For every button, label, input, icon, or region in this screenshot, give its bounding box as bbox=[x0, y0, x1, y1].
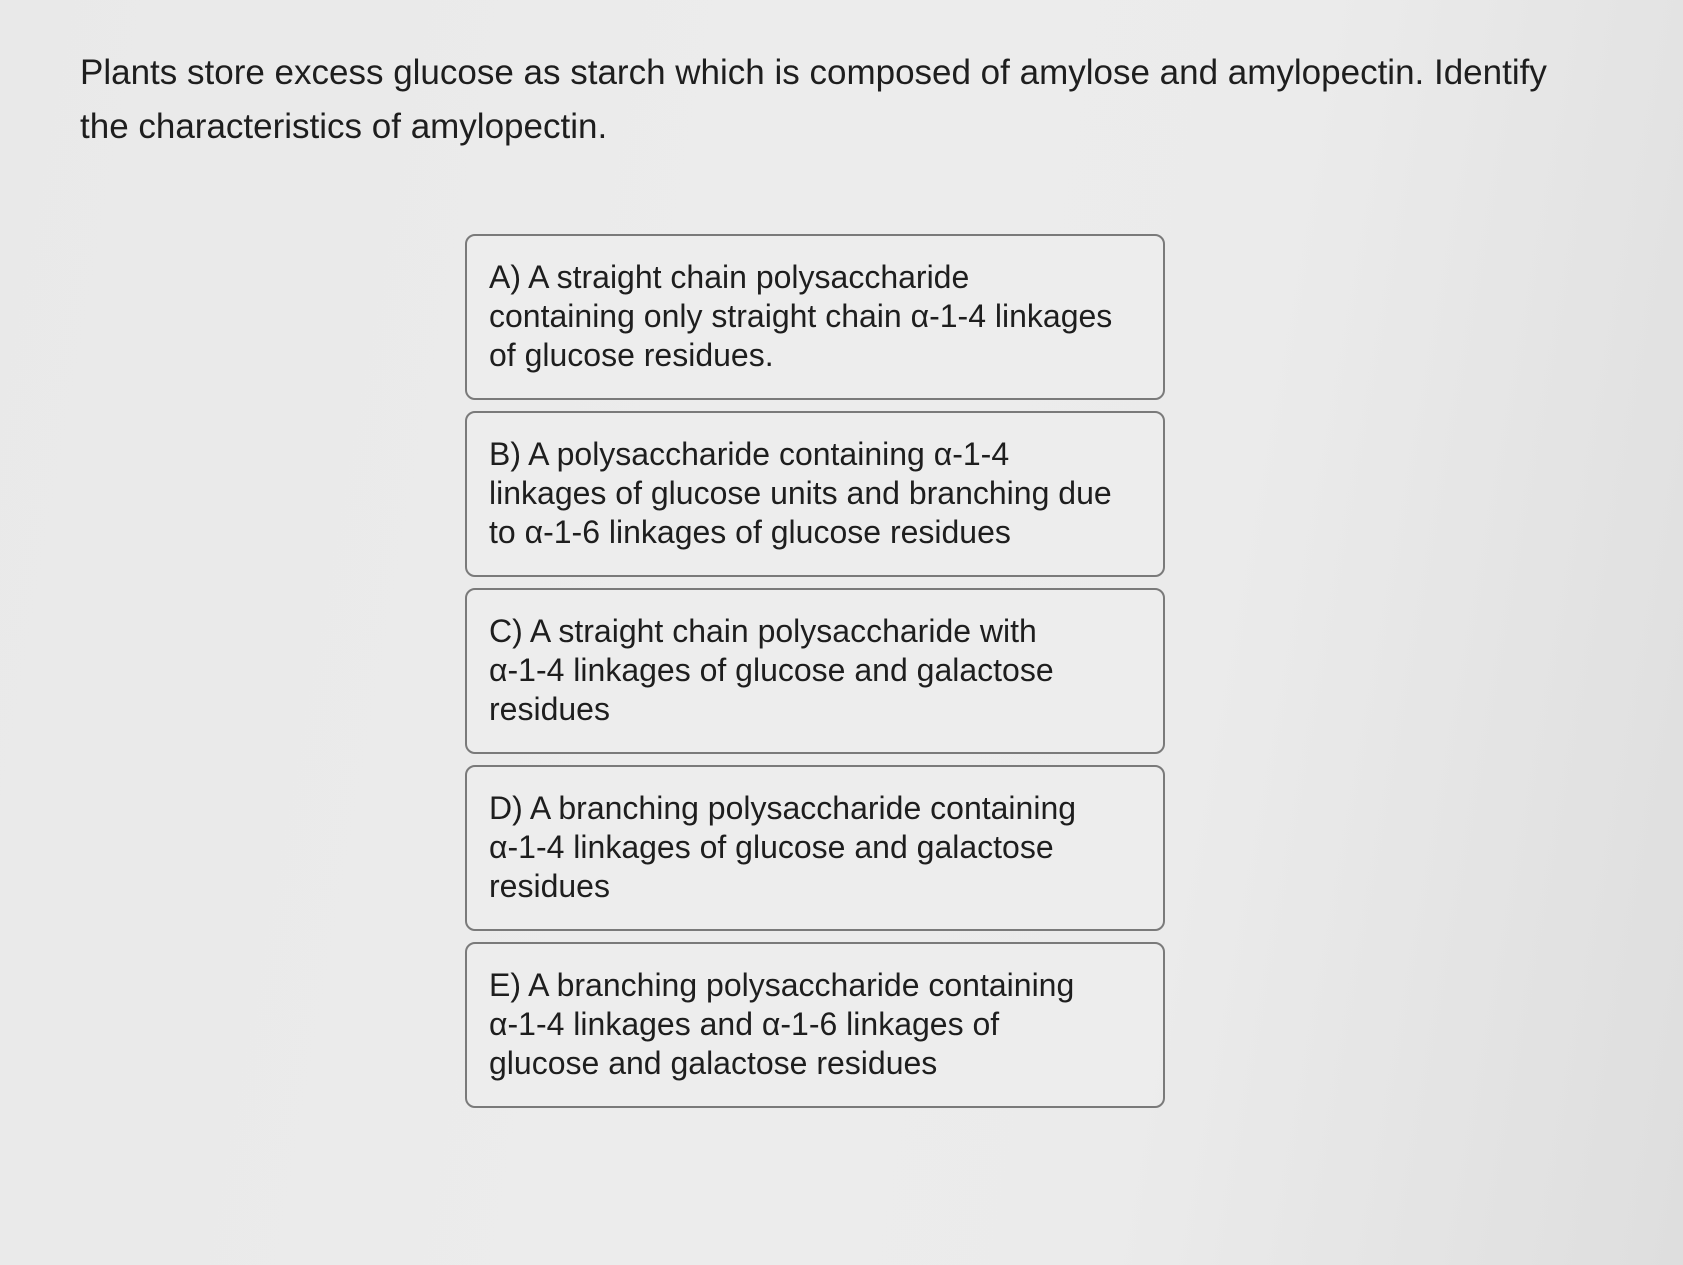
option-d-line-3: residues bbox=[489, 868, 610, 904]
option-c-line-3: residues bbox=[489, 691, 610, 727]
option-a-line-2: containing only straight chain α-1-4 linkages bbox=[489, 298, 1113, 334]
option-b-line-3: to α-1-6 linkages of glucose residues bbox=[489, 514, 1011, 550]
option-b[interactable] bbox=[465, 411, 1165, 577]
option-c[interactable] bbox=[465, 588, 1165, 754]
option-c-line-2: α-1-4 linkages of glucose and galactose bbox=[489, 652, 1054, 688]
option-e-line-1: E) A branching polysaccharide containing bbox=[489, 967, 1075, 1003]
option-e-line-2: α-1-4 linkages and α-1-6 linkages of bbox=[489, 1006, 1000, 1042]
option-a-line-3: of glucose residues. bbox=[489, 337, 774, 373]
option-d-line-2: α-1-4 linkages of glucose and galactose bbox=[489, 829, 1054, 865]
option-b-line-2: linkages of glucose units and branching due bbox=[489, 475, 1112, 511]
question-text: Plants store excess glucose as starch which is composed of amylose and amylopectin. Identify the characteristics of amylopectin. bbox=[80, 53, 1547, 146]
option-e-line-3: glucose and galactose residues bbox=[489, 1045, 938, 1081]
option-b-line-1: B) A polysaccharide containing α-1-4 bbox=[489, 436, 1010, 472]
option-e[interactable] bbox=[465, 942, 1165, 1108]
option-c-line-1: C) A straight chain polysaccharide with bbox=[489, 613, 1037, 649]
option-d-line-1: D) A branching polysaccharide containing bbox=[489, 790, 1077, 826]
option-d[interactable] bbox=[465, 765, 1165, 931]
option-a[interactable] bbox=[465, 234, 1165, 400]
option-a-line-1: A) A straight chain polysaccharide bbox=[489, 259, 970, 295]
answer-options bbox=[465, 234, 1165, 1108]
